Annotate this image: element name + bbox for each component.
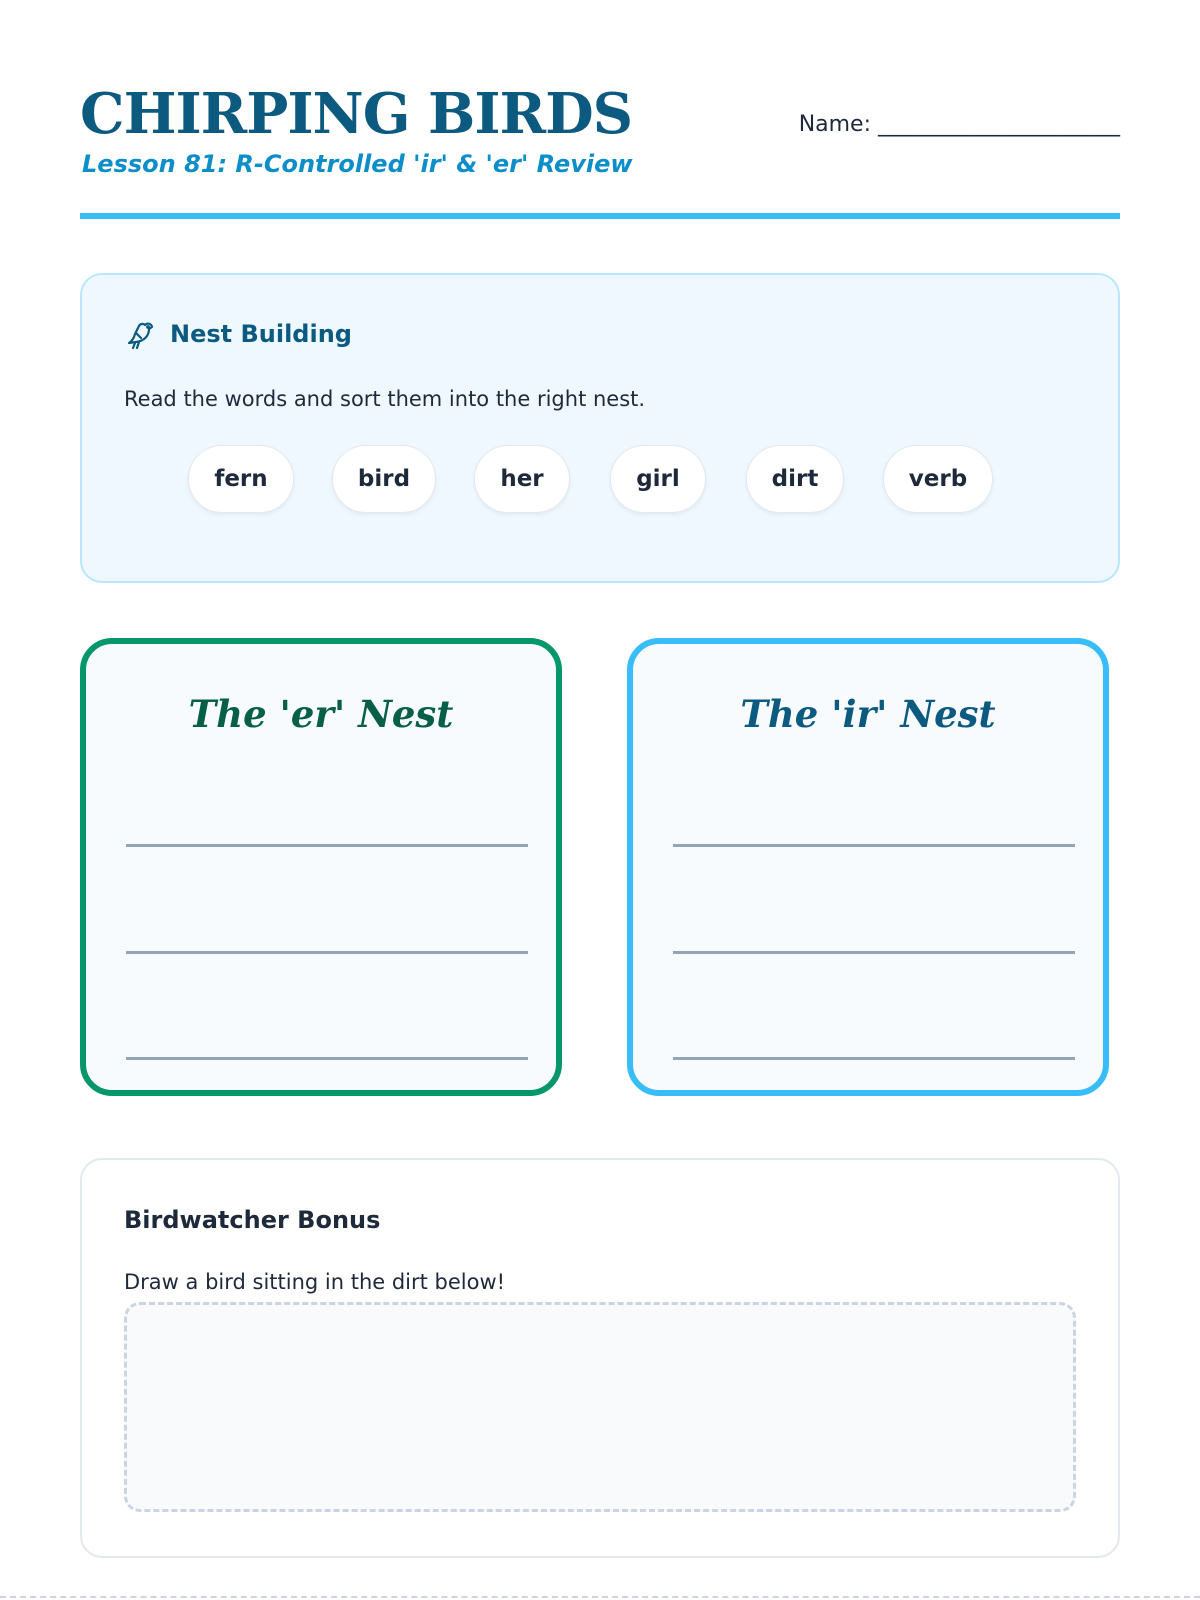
ir-nest-box [627,638,1109,1096]
page-bottom-dashed-line [0,1596,1200,1598]
writing-line[interactable] [673,1057,1075,1060]
word-chip[interactable]: her [474,445,570,513]
drawing-area[interactable] [124,1302,1076,1512]
bonus-instruction: Draw a bird sitting in the dirt below! [124,1270,506,1294]
bird-icon [124,317,158,351]
name-field[interactable]: Name: ______________________ [798,112,1120,137]
page-title: CHIRPING BIRDS [80,81,633,147]
word-chip[interactable]: girl [610,445,706,513]
word-chip[interactable]: verb [883,445,993,513]
bonus-title: Birdwatcher Bonus [124,1206,381,1234]
bonus-section [80,1158,1120,1558]
word-chip[interactable]: fern [188,445,294,513]
writing-line[interactable] [126,844,528,847]
word-chip[interactable]: dirt [746,445,844,513]
word-bank [188,445,1008,515]
header-divider [80,213,1120,219]
nest-building-instruction: Read the words and sort them into the right nest. [124,387,646,411]
nest-building-section [80,273,1120,583]
lesson-subtitle: Lesson 81: R-Controlled 'ir' & 'er' Review [82,150,633,178]
writing-line[interactable] [673,844,1075,847]
writing-line[interactable] [673,951,1075,954]
er-nest-box [80,638,562,1096]
er-nest-title: The 'er' Nest [188,692,454,736]
writing-line[interactable] [126,951,528,954]
writing-line[interactable] [126,1057,528,1060]
ir-nest-title: The 'ir' Nest [740,692,996,736]
nest-building-heading [124,317,352,351]
word-chip[interactable]: bird [332,445,436,513]
nest-building-title: Nest Building [170,320,352,348]
